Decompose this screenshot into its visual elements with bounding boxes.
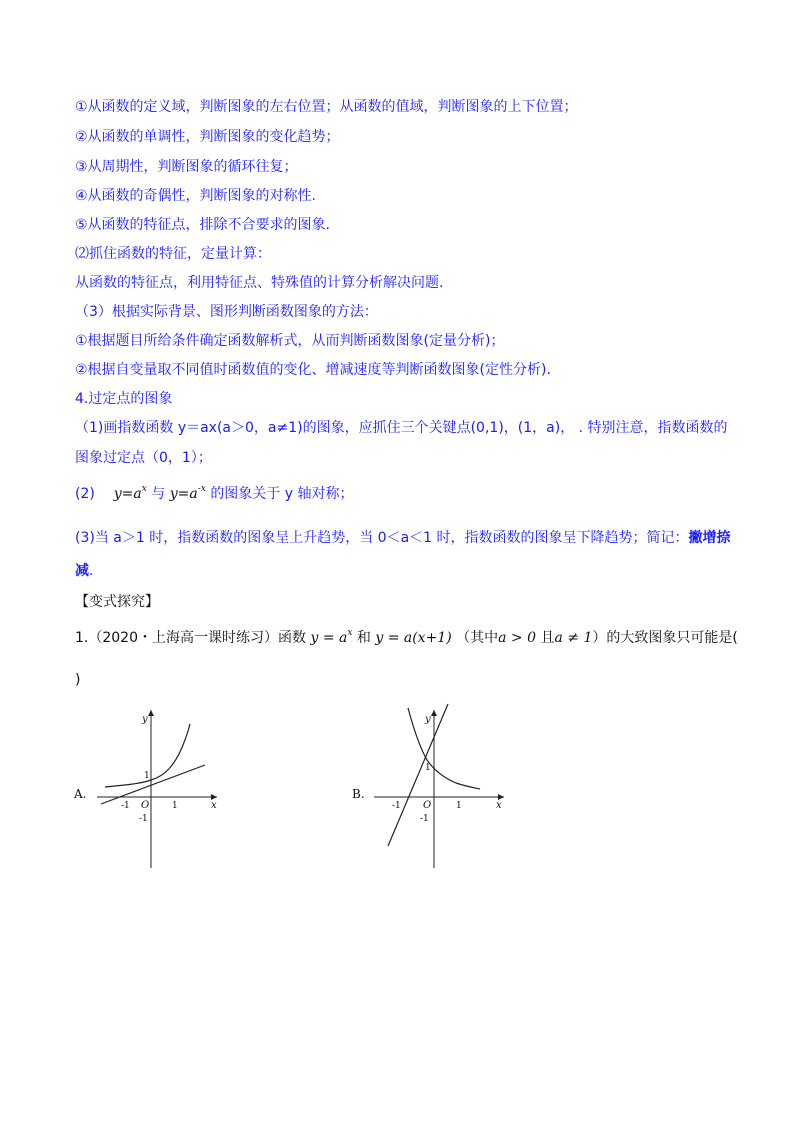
point-3-line-2: 减.	[75, 563, 94, 579]
section-4-title: 4.过定点的图象	[75, 391, 173, 407]
formula-y-a-neg-x: $y=a^{-x}$	[169, 484, 206, 502]
section-2-body: 从函数的特征点，利用特征点、特殊值的计算分析解决问题.	[75, 275, 444, 291]
origin-label: O	[141, 800, 150, 811]
line-item-2: ②从函数的单调性，判断图象的变化趋势；	[75, 129, 340, 145]
tick-1-y: 1	[425, 763, 431, 773]
tick-neg1-y: -1	[139, 814, 148, 824]
option-a-label[interactable]: A.	[74, 787, 87, 801]
formula-q1-y-ax: $y = a^x$	[310, 628, 353, 646]
section-3-b: ②根据自变量取不同值时函数值的变化、增减速度等判断函数图象(定性分析).	[75, 362, 551, 378]
section-heading-variant: 【变式探究】	[75, 594, 159, 610]
option-a-graph[interactable]	[95, 700, 225, 870]
y-axis-label: y	[425, 714, 431, 725]
point-2	[75, 484, 354, 506]
linear-line	[388, 704, 448, 846]
linear-line	[101, 765, 205, 804]
x-axis-label: x	[211, 800, 217, 811]
point-2-prefix: (2)	[75, 486, 95, 502]
tick-neg1-y: -1	[420, 814, 429, 824]
question-1-close: )	[75, 672, 81, 688]
origin-label: O	[423, 800, 432, 811]
option-b-graph[interactable]	[372, 700, 512, 870]
connector-yu: 与	[151, 486, 166, 502]
x-axis-label: x	[496, 800, 502, 811]
mnemonic-part-1: 撇增捺	[688, 530, 731, 546]
formula-q1-y-ax1: y = a(x+1)	[375, 630, 452, 646]
option-b-label[interactable]: B.	[352, 787, 365, 801]
tick-neg1-x: -1	[121, 801, 130, 811]
condition-a-gt-0: a > 0	[498, 630, 537, 646]
section-3-title: （3）根据实际背景、图形判断函数图象的方法：	[75, 304, 378, 320]
line-item-3: ③从周期性，判断图象的循环往复；	[75, 159, 298, 175]
point-1-line-2: 图象过定点（0，1）；	[75, 450, 212, 466]
section-3-a: ①根据题目所给条件确定函数解析式，从而判断函数图象(定量分析)；	[75, 333, 505, 349]
tick-1-x: 1	[456, 801, 462, 811]
y-axis-arrow	[148, 710, 154, 716]
y-axis-arrow	[431, 710, 437, 716]
tick-neg1-x: -1	[392, 801, 401, 811]
tick-1-x: 1	[172, 801, 178, 811]
section-2-title: ⑵抓住函数的特征，定量计算：	[75, 246, 271, 262]
line-item-1: ①从函数的定义域，判断图象的左右位置；从函数的值域，判断图象的上下位置；	[75, 99, 578, 115]
mnemonic-part-2: 减	[75, 563, 89, 579]
formula-y-ax: $y=a^x$	[113, 484, 147, 502]
condition-a-ne-1: a ≠ 1	[554, 630, 593, 646]
point-1-line-1: （1)画指数函数 y＝ax(a＞0，a≠1)的图象，应抓住三个关键点(0,1)，(1，a)， . 特别注意，指数函数的	[75, 420, 728, 436]
y-axis-label: y	[142, 714, 148, 725]
tick-1-y: 1	[144, 771, 150, 781]
line-item-5: ⑤从函数的特征点，排除不合要求的图象.	[75, 217, 330, 233]
question-1: 1.（2020・上海高一课时练习）函数 $y = a^x$ 和 y = a(x+1) （其中a > 0 且a ≠ 1）的大致图象只可能是(	[75, 628, 738, 646]
point-2-suffix: 的图象关于 y 轴对称；	[210, 486, 354, 502]
point-3-line-1: (3)当 a＞1 时，指数函数的图象呈上升趋势，当 0＜a＜1 时，指数函数的图象呈下降趋势；简记：撇增捺	[75, 530, 731, 546]
exponential-curve	[408, 708, 480, 789]
line-item-4: ④从函数的奇偶性，判断图象的对称性.	[75, 188, 316, 204]
